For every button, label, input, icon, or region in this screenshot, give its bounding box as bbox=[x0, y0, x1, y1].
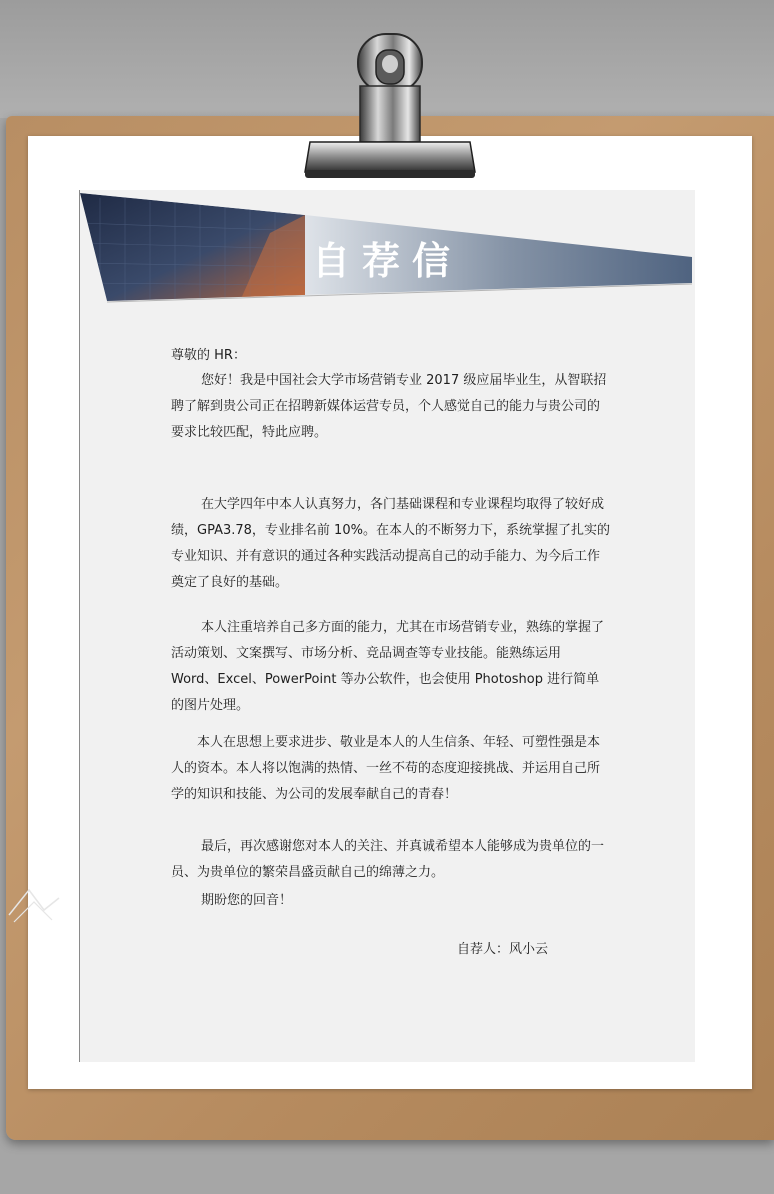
watermark-icon bbox=[4, 880, 74, 930]
paragraph-closing: 期盼您的回音！ bbox=[201, 893, 293, 908]
paragraph-academics: 在大学四年中本人认真努力，各门基础课程和专业课程均取得了较好成绩，GPA3.78，专业排名前 10%。在本人的不断努力下，系统掌握了扎实的专业知识、并有意识的通过各种实践活动提高自己的动手能力、为今后工作奠定了良好的基础。 bbox=[171, 497, 610, 590]
paragraph-skills: 本人注重培养自己多方面的能力，尤其在市场营销专业，熟练的掌握了活动策划、文案撰写、市场分析、竞品调查等专业技能。能熟练运用 Word、Excel、PowerPoint 等办公软件，也会使用 Photoshop 进行简单的图片处理。 bbox=[171, 620, 605, 713]
letter-title: 自荐信 bbox=[312, 239, 463, 283]
paragraph-thanks: 最后，再次感谢您对本人的关注、并真诚希望本人能够成为贵单位的一员、为贵单位的繁荣昌盛贡献自己的绵薄之力。 bbox=[171, 839, 605, 880]
signature-text: 自荐人：风小云 bbox=[457, 942, 549, 957]
paragraph-attitude: 本人在思想上要求进步、敬业是本人的人生信条、年轻、可塑性强是本人的资本。本人将以饱满的热情、一丝不苟的态度迎接挑战、并运用自己所学的知识和技能、为公司的发展奉献自己的青春！ bbox=[171, 735, 601, 802]
greeting-text: 尊敬的 HR： bbox=[171, 348, 246, 363]
binder-clip-icon bbox=[290, 24, 490, 184]
paragraph-intro: 您好！我是中国社会大学市场营销专业 2017 级应届毕业生，从智联招聘了解到贵公司正在招聘新媒体运营专员，个人感觉自己的能力与贵公司的要求比较匹配，特此应聘。 bbox=[171, 373, 607, 440]
